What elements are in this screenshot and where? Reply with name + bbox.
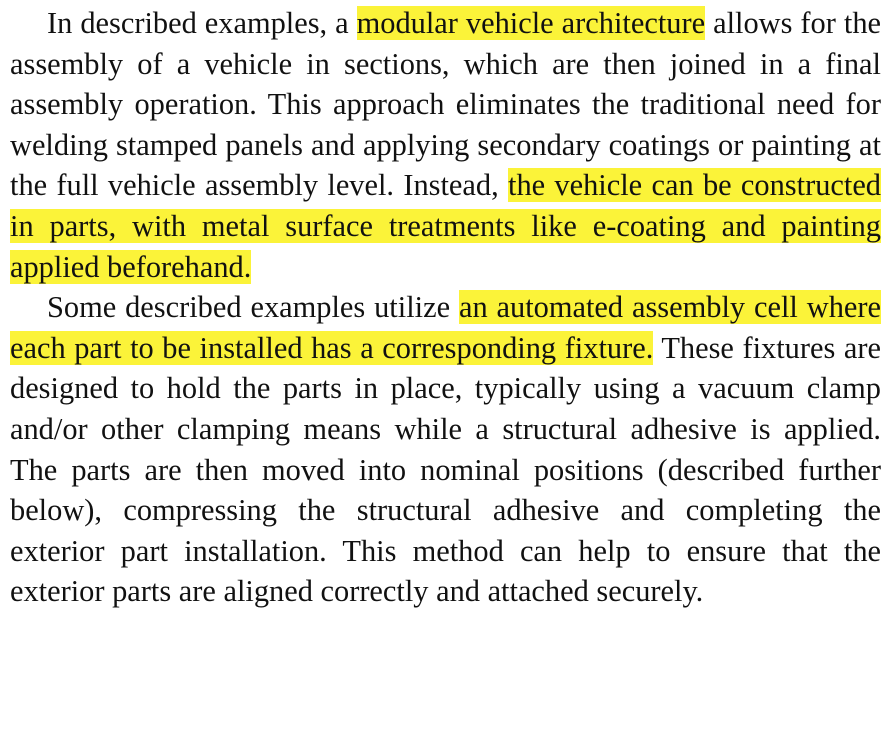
paragraph-2-text-1: Some described examples utilize: [47, 290, 459, 325]
highlight-modular-architecture: modular vehicle architecture: [356, 6, 706, 40]
highlight-constructed-in-parts: the vehicle can be constructed in parts, with metal surface treatments like e-coating and painting applied beforehand.: [10, 168, 882, 284]
highlight-automated-assembly-cell: an automated assembly cell where each part to be installed has a corresponding fixture.: [10, 290, 881, 365]
paragraph-2: [0, 287, 891, 612]
paragraph-2-text-2: These fixtures are designed to hold the parts in place, typically using a vacuum clamp and/or other clamping means while a structural adhesive is applied. The parts are then moved into nominal positions (described further below), compressing the structural adhesive and completing the exterior part installation. This method can help to ensure that the exterior parts are aligned correctly and attached securely.: [10, 330, 881, 609]
paragraph-1: [0, 0, 891, 287]
paragraph-1-text-1: In described examples, a: [47, 6, 357, 40]
paragraph-1-text-2: allows for the assembly of a vehicle in sections, which are then joined in a final assembly operation. This approach eliminates the traditional need for welding stamped panels and applying secondary coatings or painting at the full vehicle assembly level. Instead,: [10, 6, 881, 203]
